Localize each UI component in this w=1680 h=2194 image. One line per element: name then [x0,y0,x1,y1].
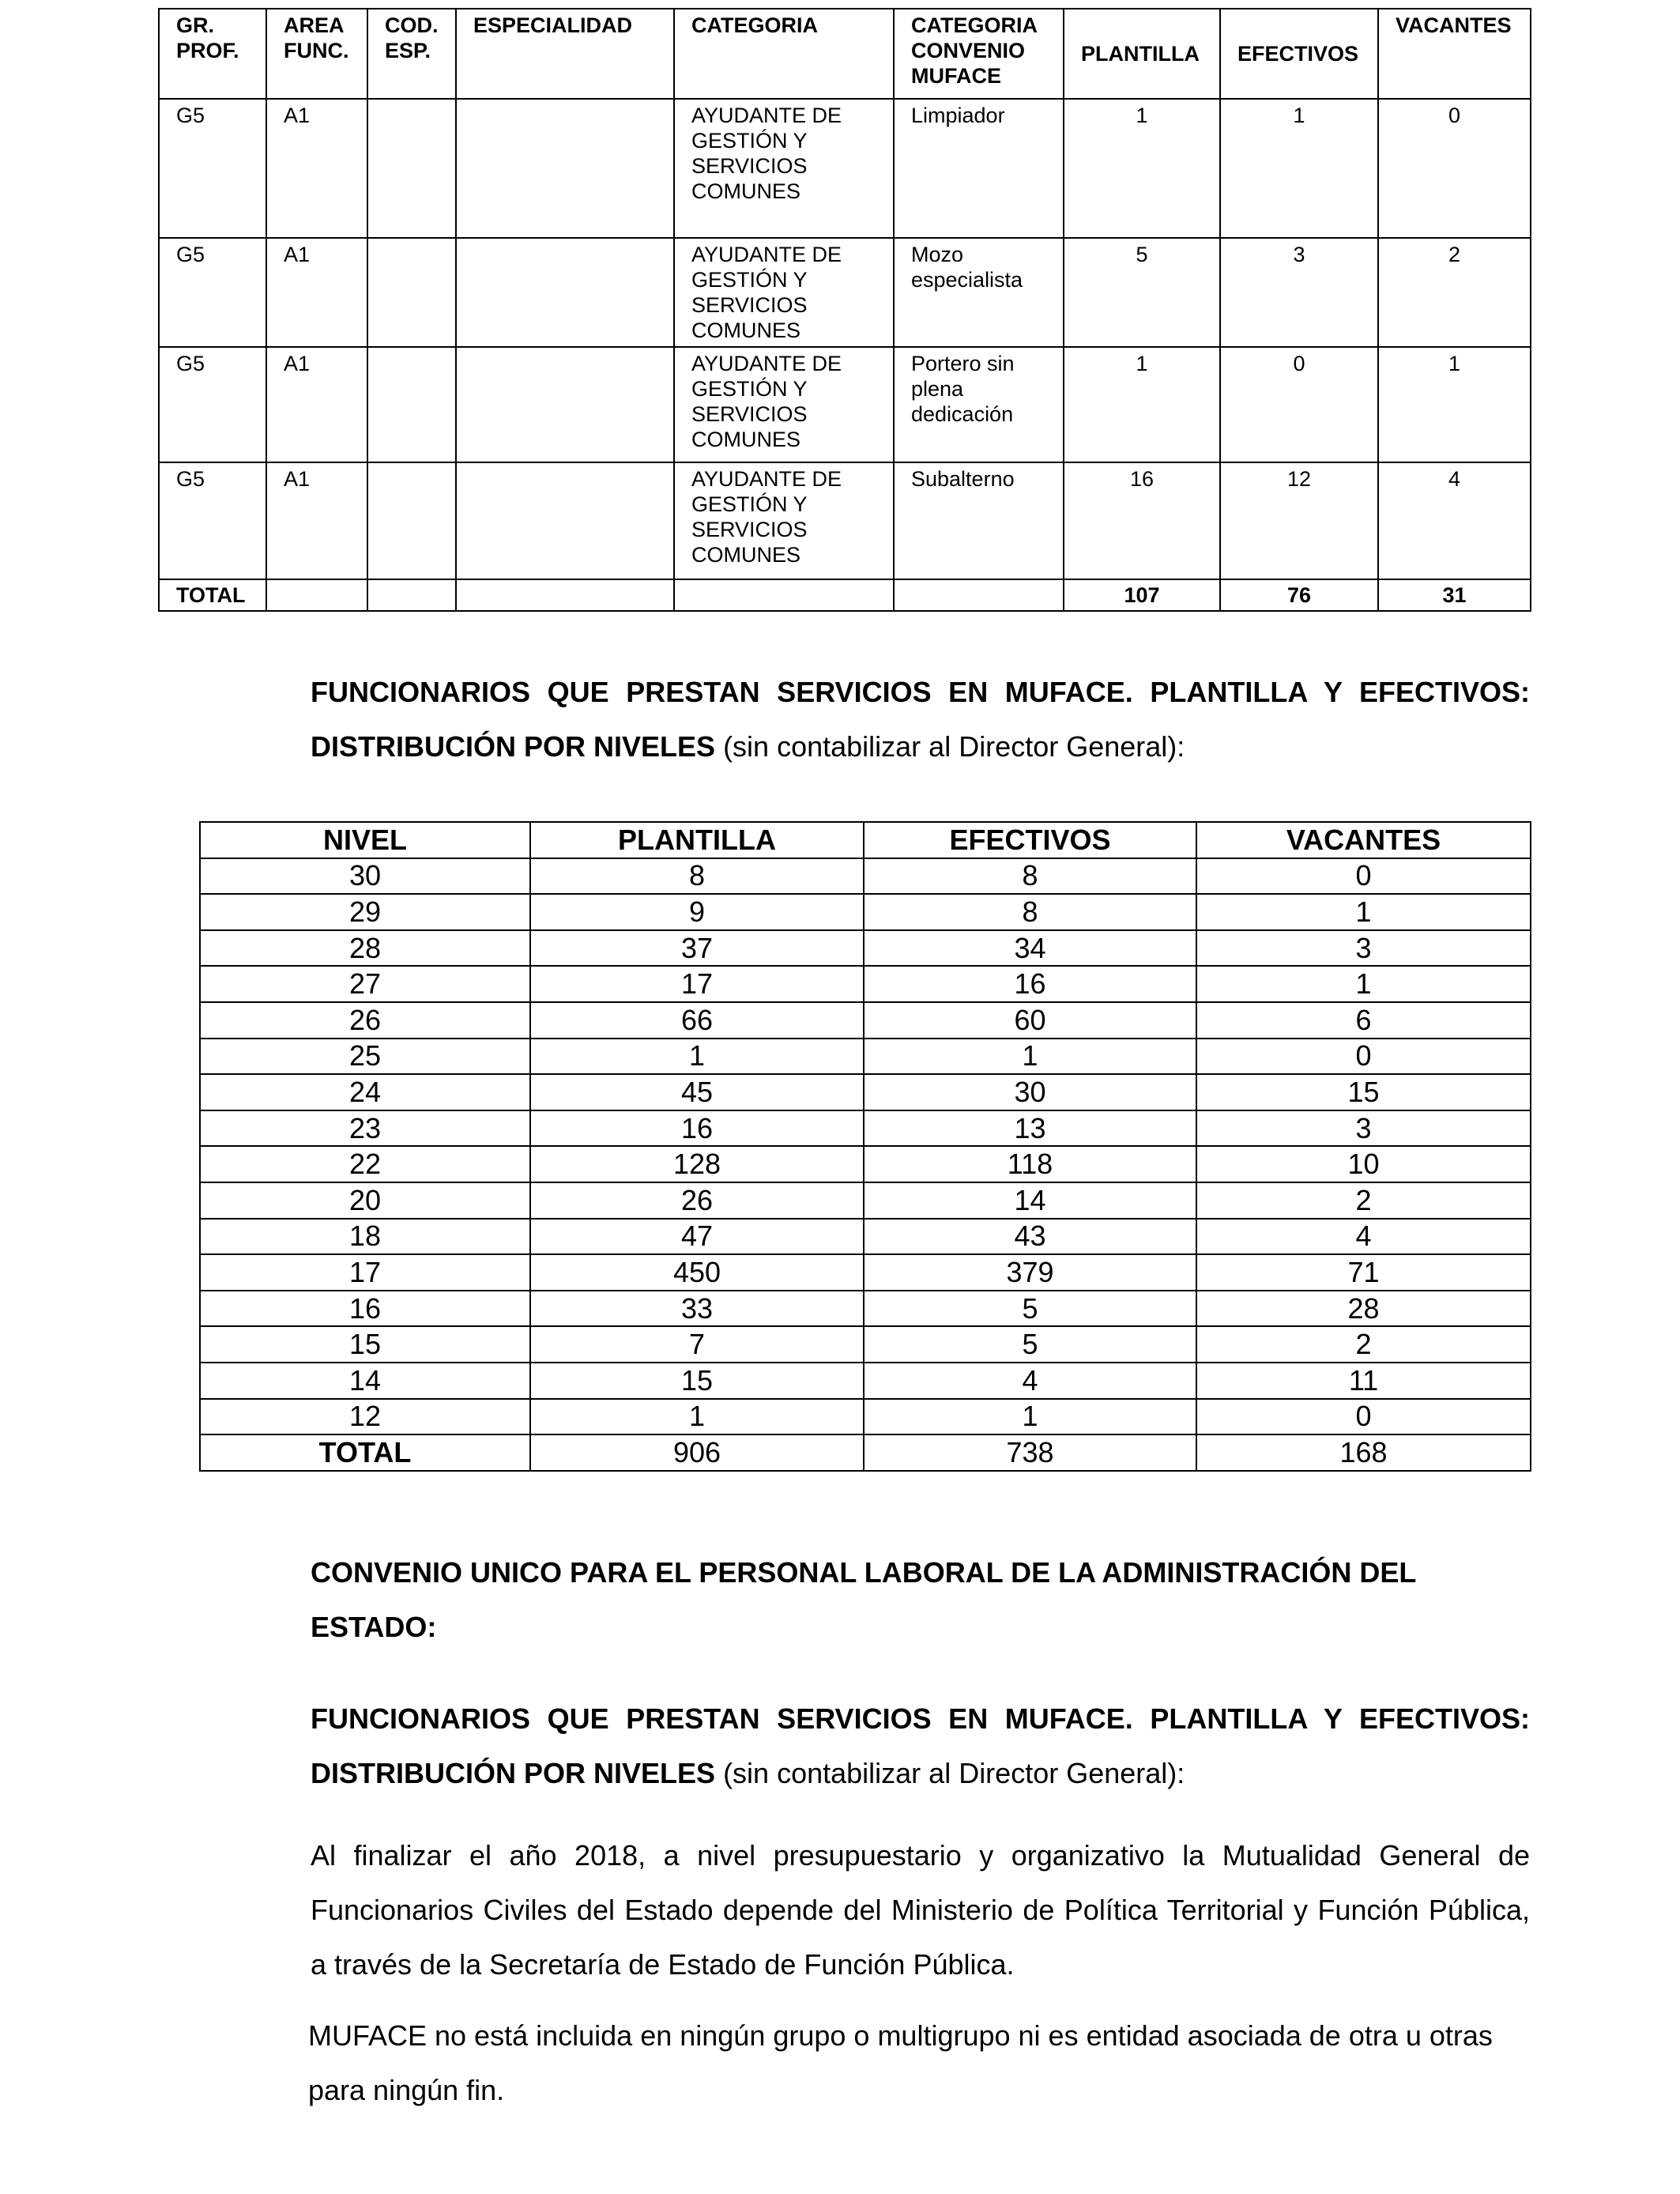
table-row: 22 128 118 10 [200,1146,1531,1182]
table-row: 14 15 4 11 [200,1363,1531,1399]
table-row: G5 A1 AYUDANTE DE GESTIÓN Y SERVICIOS COMUNES Mozo especialista 5 3 2 [159,238,1531,347]
section-heading-niveles-2: FUNCIONARIOS QUE PRESTAN SERVICIOS EN MUFACE. PLANTILLA Y EFECTIVOS: DISTRIBUCIÓN POR NIVELES (sin contabilizar al Director General): [311,1702,1530,1789]
table-total-row: TOTAL 107 76 31 [159,579,1531,611]
col-header-efectivos: EFECTIVOS [864,822,1196,858]
table-row: G5 A1 AYUDANTE DE GESTIÓN Y SERVICIOS COMUNES Limpiador 1 1 0 [159,99,1531,238]
table-row: 18 47 43 4 [200,1219,1531,1255]
table-row: 25 1 1 0 [200,1039,1531,1075]
table-total-row: TOTAL 906 738 168 [200,1434,1531,1471]
table-header-row [200,822,1531,858]
table-row: 23 16 13 3 [200,1110,1531,1147]
col-header-vacantes: VACANTES [1378,9,1531,99]
table-row: 17 450 379 71 [200,1254,1531,1291]
table-row: 15 7 5 2 [200,1326,1531,1363]
table-row: 24 45 30 15 [200,1074,1531,1110]
col-header-especialidad: ESPECIALIDAD [456,9,674,99]
col-header-cod-esp: COD. ESP. [367,9,456,99]
col-header-vacantes: VACANTES [1196,822,1531,858]
table-row: G5 A1 AYUDANTE DE GESTIÓN Y SERVICIOS COMUNES Portero sin plena dedicación 1 0 1 [159,347,1531,462]
table-row: 12 1 1 0 [200,1399,1531,1435]
table-row: 29 9 8 1 [200,894,1531,930]
table-header-row [159,9,1531,99]
section-heading-niveles: FUNCIONARIOS QUE PRESTAN SERVICIOS EN MUFACE. PLANTILLA Y EFECTIVOS: DISTRIBUCIÓN POR NIVELES (sin contabilizar al Director General): [311,676,1530,763]
niveles-table [199,821,1531,1472]
col-header-plantilla: PLANTILLA [1064,9,1220,99]
col-header-categoria: CATEGORIA [674,9,894,99]
col-header-gr-prof: GR. PROF. [159,9,266,99]
col-header-plantilla: PLANTILLA [530,822,864,858]
table-row: 20 26 14 2 [200,1182,1531,1219]
col-header-nivel: NIVEL [200,822,530,858]
table-row: 26 66 60 6 [200,1002,1531,1039]
col-header-area-func: AREA FUNC. [266,9,367,99]
table-row: G5 A1 AYUDANTE DE GESTIÓN Y SERVICIOS COMUNES Subalterno 16 12 4 [159,462,1531,579]
paragraph-dependencia: Al finalizar el año 2018, a nivel presupuestario y organizativo la Mutualidad General de Funcionarios Civiles del Estado depende del Ministerio de Política Territorial y Función Pública, a través de la Secretaría de Estado de Función Pública. [311,1839,1530,1981]
categories-table [158,8,1531,612]
section-heading-convenio: CONVENIO UNICO PARA EL PERSONAL LABORAL DE LA ADMINISTRACIÓN DEL ESTADO: [311,1556,1416,1643]
table-row: 30 8 8 0 [200,858,1531,895]
paragraph-grupo: MUFACE no está incluida en ningún grupo o multigrupo ni es entidad asociada de otra u otras para ningún fin. [308,2019,1493,2106]
table-row: 28 37 34 3 [200,930,1531,967]
table-row: 27 17 16 1 [200,966,1531,1002]
col-header-categoria-convenio: CATEGORIA CONVENIO MUFACE [894,9,1064,99]
table-row: 16 33 5 28 [200,1291,1531,1327]
col-header-efectivos: EFECTIVOS [1220,9,1378,99]
